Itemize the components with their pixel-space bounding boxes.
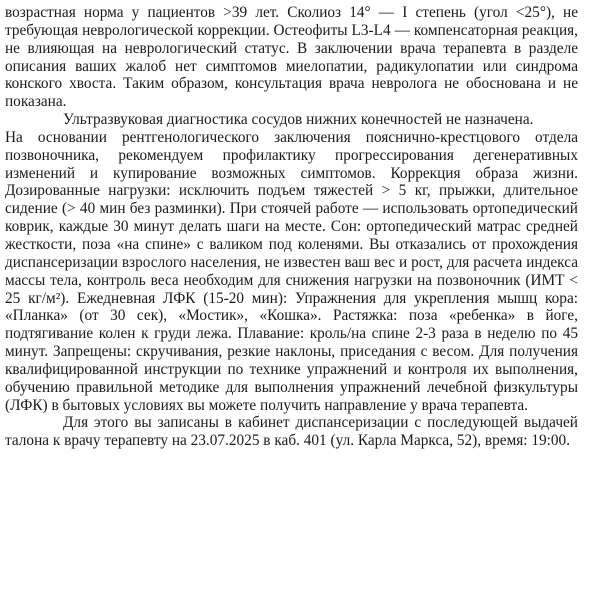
paragraph-ultrasound: Ультразвуковая диагностика сосудов нижних конечностей не назначена. bbox=[63, 111, 534, 129]
paragraph-appointment: Для этого вы записаны в кабинет диспансеризации с последующей выдачей талона к врачу терапевту на 23.07.2025 в каб. 401 (ул. Карла Маркса, 52), время: 19:00. bbox=[5, 414, 578, 450]
paragraph-recommendations: На основании рентгенологического заключения пояснично-крестцового отдела позвоночника, рекомендуем профилактику прогрессирования дегенеративных изменений и купирование возможных симптомов. Коррекция образа жизни. Дозированные нагрузки: исключить подъем тяжестей > 5 кг, прыжки, длительное сидение (> 40 мин без разминки). При стоячей работе — использовать ортопедический коврик, каждые 30 минут делать шаги на месте. Сон: ортопедический матрас средней жесткости, поза «на спине» с валиком под коленями. Вы отказались от прохождения диспансеризации взрослого населения, не известен ваш вес и рост, для расчета индекса массы тела, контроль веса необходим для снижения нагрузки на позвоночник (ИМТ < 25 кг/м²). Ежедневная ЛФК (15-20 мин): Упражнения для укрепления мышц кора: «Планка» (от 30 сек), «Мостик», «Кошка». Растяжка: поза «ребенка» в йоге, подтягивание колен к груди лежа. Плавание: кроль/на спине 2-3 раза в неделю по 45 минут. Запрещены: скручивания, резкие наклоны, приседания с весом. Для получения квалифицированной инструкции по технике упражнений и контроля их выполнения, обучению правильной методике для выполнения упражнений лечебной физкультуры (ЛФК) в бытовых условиях вы можете получить направление у врача терапевта. bbox=[5, 128, 578, 414]
paragraph-diagnosis-summary: возрастная норма у пациентов >39 лет. Сколиоз 14° — I степень (угол <25°), не требующая неврологической коррекции. Остеофиты L3-L4 — компенсаторная реакция, не влияющая на неврологический статус. В заключении врача терапевта в разделе описания ваших жалоб нет симптомов миелопатии, радикулопатии или синдрома конского хвоста. Таким образом, консультация врача невролога не обоснована и не показана. bbox=[5, 4, 578, 111]
document-body bbox=[5, 4, 578, 450]
